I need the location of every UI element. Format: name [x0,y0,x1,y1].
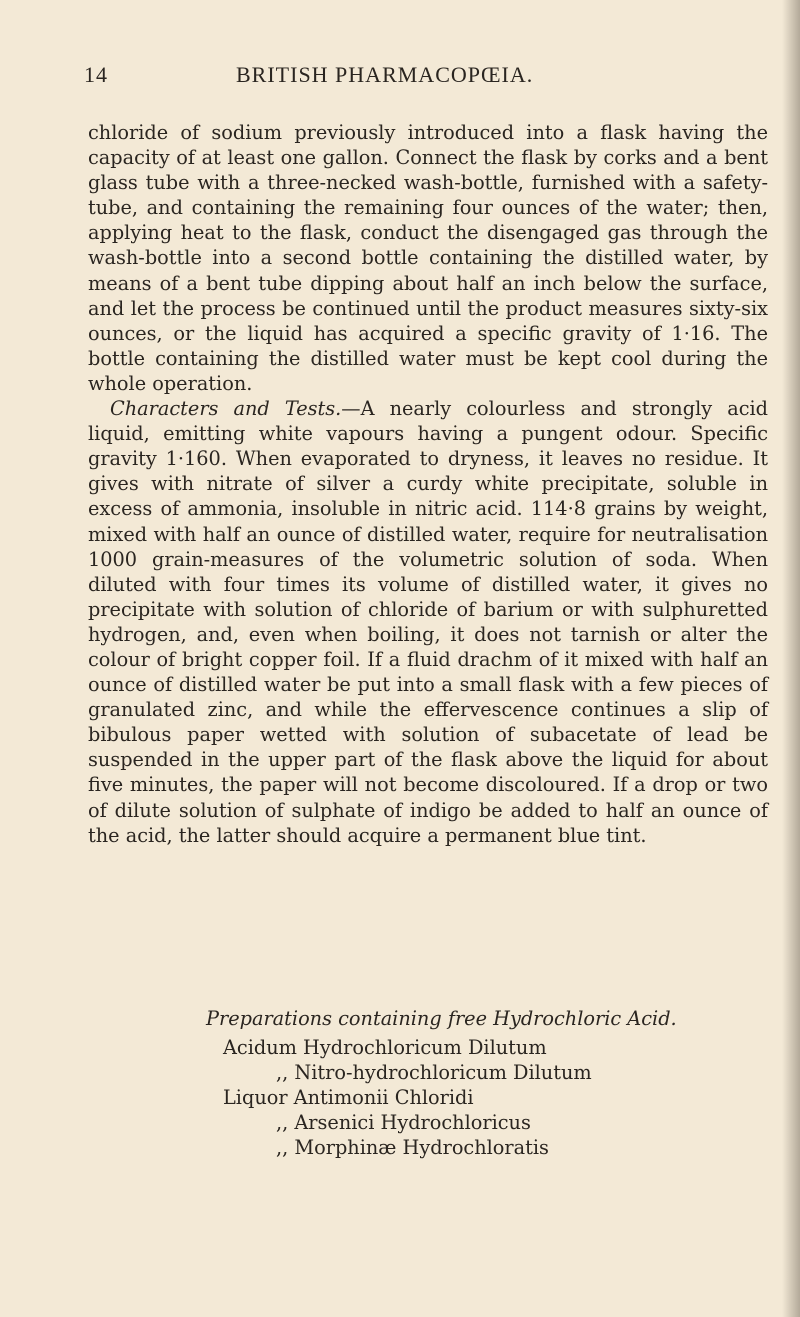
characters-and-tests-text: —A nearly colourless and strongly acid liquid, emitting white vapours having a pungent odour. Specific gravity 1·160. When evaporated to dryness, it leaves no residue. It gives with nitrate of silver a curdy white precipitate, soluble in excess of ammonia, insoluble in nitric acid. 114·8 grains by weight, mixed with half an ounce of distilled water, require for neutralisation 1000 grain-measures of the volumetric solution of soda. When diluted with four times its volume of distilled water, it gives no precipitate with solution of chloride of barium or with sulphuretted hydrogen, and, even when boiling, it does not tarnish or alter the colour of bright copper foil. If a fluid drachm of it mixed with half an ounce of distilled water be put into a small flask with a few pieces of granulated zinc, and while the effervescence continues a slip of bibulous paper wetted with solution of subacetate of lead be suspended in the upper part of the flask above the liquid for about five minutes, the paper will not become discoloured. If a drop or two of dilute solution of sulphate of indigo be added to half an ounce of the acid, the latter should acquire a permanent blue tint. [88,397,768,847]
list-item: ,, Morphinæ Hydrochloratis [276,1136,549,1160]
list-item: ,, Arsenici Hydrochloricus [276,1111,531,1135]
page-number: 14 [84,62,108,87]
list-item: Liquor Antimonii Chloridi [223,1086,474,1110]
list-item: Acidum Hydrochloricum Dilutum [223,1036,547,1060]
body-text [88,120,768,848]
page-edge-shadow [782,0,800,1317]
preparations-heading: Preparations containing free Hydrochloric Acid. [206,1007,677,1030]
characters-and-tests-heading: Characters and Tests. [110,397,342,421]
page-header [0,62,800,92]
preparations-list [88,1035,768,1160]
paragraph-process: chloride of sodium previously introduced into a flask having the capacity of at least one gallon. Connect the flask by corks and a bent glass tube with a three-necked wash-bottle, furnished with a safety-tube, and containing the remaining four ounces of the water; then, applying heat to the flask, conduct the disengaged gas through the wash-bottle into a second bottle containing the distilled water, by means of a bent tube dipping about half an inch below the surface, and let the process be continued until the product measures sixty-six ounces, or the liquid has acquired a specific gravity of 1·16. The bottle containing the distilled water must be kept cool during the whole operation. [88,121,768,395]
paragraph-characters-and-tests [88,396,768,848]
running-title: BRITISH PHARMACOPŒIA. [236,62,534,87]
list-item: ,, Nitro-hydrochloricum Dilutum [276,1061,592,1085]
preparations-section [88,1006,768,1161]
